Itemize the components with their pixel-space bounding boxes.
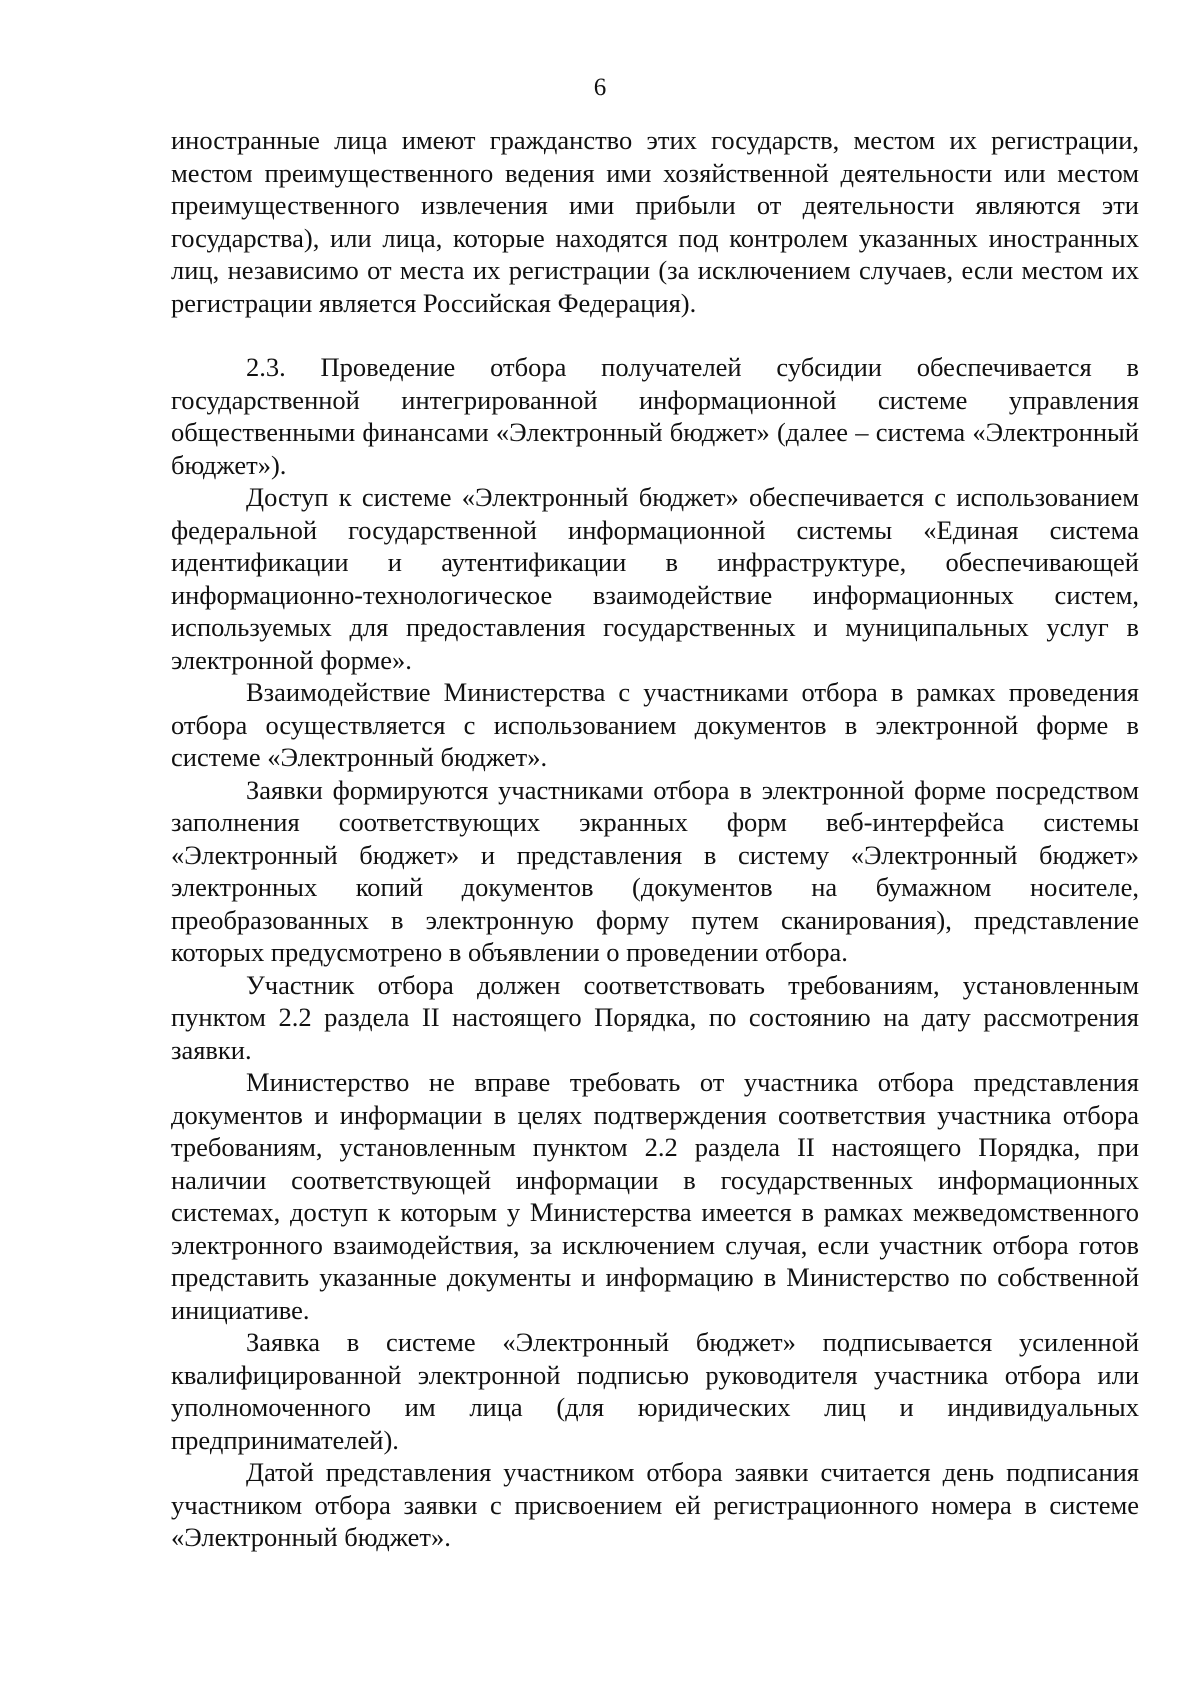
paragraph-access: Доступ к системе «Электронный бюджет» обеспечивается с использованием федеральной государственной информационной системы «Единая система идентификации и аутентификации в инфраструктуре, обеспечивающей информационно-технологическое взаимодействие информационных систем, используемых для предоставления государственных и муниципальных услуг в электронной форме». xyxy=(171,482,1139,675)
paragraph-applications: Заявки формируются участниками отбора в электронной форме посредством заполнения соответствующих экранных форм веб-интерфейса системы «Электронный бюджет» и представления в систему «Электронный бюджет» электронных копий документов (документов на бумажном носителе, преобразованных в электронную форму путем сканирования), представление которых предусмотрено в объявлении о проведении отбора. xyxy=(171,774,1139,967)
paragraph-requirements: Участник отбора должен соответствовать требованиям, установленным пунктом 2.2 раздела II настоящего Порядка, по состоянию на дату рассмотрения заявки. xyxy=(171,969,1139,1065)
paragraph-ministry-rights: Министерство не вправе требовать от участника отбора представления документов и информации в целях подтверждения соответствия участника отбора требованиям, установленным пунктом 2.2 раздела II настоящего Порядка, при наличии соответствующей информации в государственных информационных системах, доступ к которым у Министерства имеется в рамках межведомственного электронного взаимодействия, за исключением случая, если участник отбора готов представить указанные документы и информацию в Министерство по собственной инициативе. xyxy=(171,1067,1139,1325)
paragraph-submission-date: Датой представления участником отбора заявки считается день подписания участником отбора заявки с присвоением ей регистрационного номера в системе «Электронный бюджет». xyxy=(171,1457,1139,1552)
paragraph-interaction: Взаимодействие Министерства с участниками отбора в рамках проведения отбора осуществляется с использованием документов в электронной форме в системе «Электронный бюджет». xyxy=(171,677,1139,772)
paragraph-signature: Заявка в системе «Электронный бюджет» подписывается усиленной квалифицированной электронной подписью руководителя участника отбора или уполномоченного им лица (для юридических лиц и индивидуальных предпринимателей). xyxy=(171,1327,1139,1455)
paragraph-continuation: иностранные лица имеют гражданство этих государств, местом их регистрации, местом преимущественного ведения ими хозяйственной деятельности или местом преимущественного извлечения ими прибыли от деятельности являются эти государства), или лица, которые находятся под контролем указанных иностранных лиц, независимо от места их регистрации (за исключением случаев, если местом их регистрации является Российская Федерация). xyxy=(171,125,1139,318)
paragraph-section-2-3: 2.3. Проведение отбора получателей субсидии обеспечивается в государственной интегрированной информационной системе управления общественными финансами «Электронный бюджет» (далее – система «Электронный бюджет»). xyxy=(171,352,1139,480)
document-body xyxy=(171,124,1139,1554)
page-number: 6 xyxy=(593,74,607,101)
